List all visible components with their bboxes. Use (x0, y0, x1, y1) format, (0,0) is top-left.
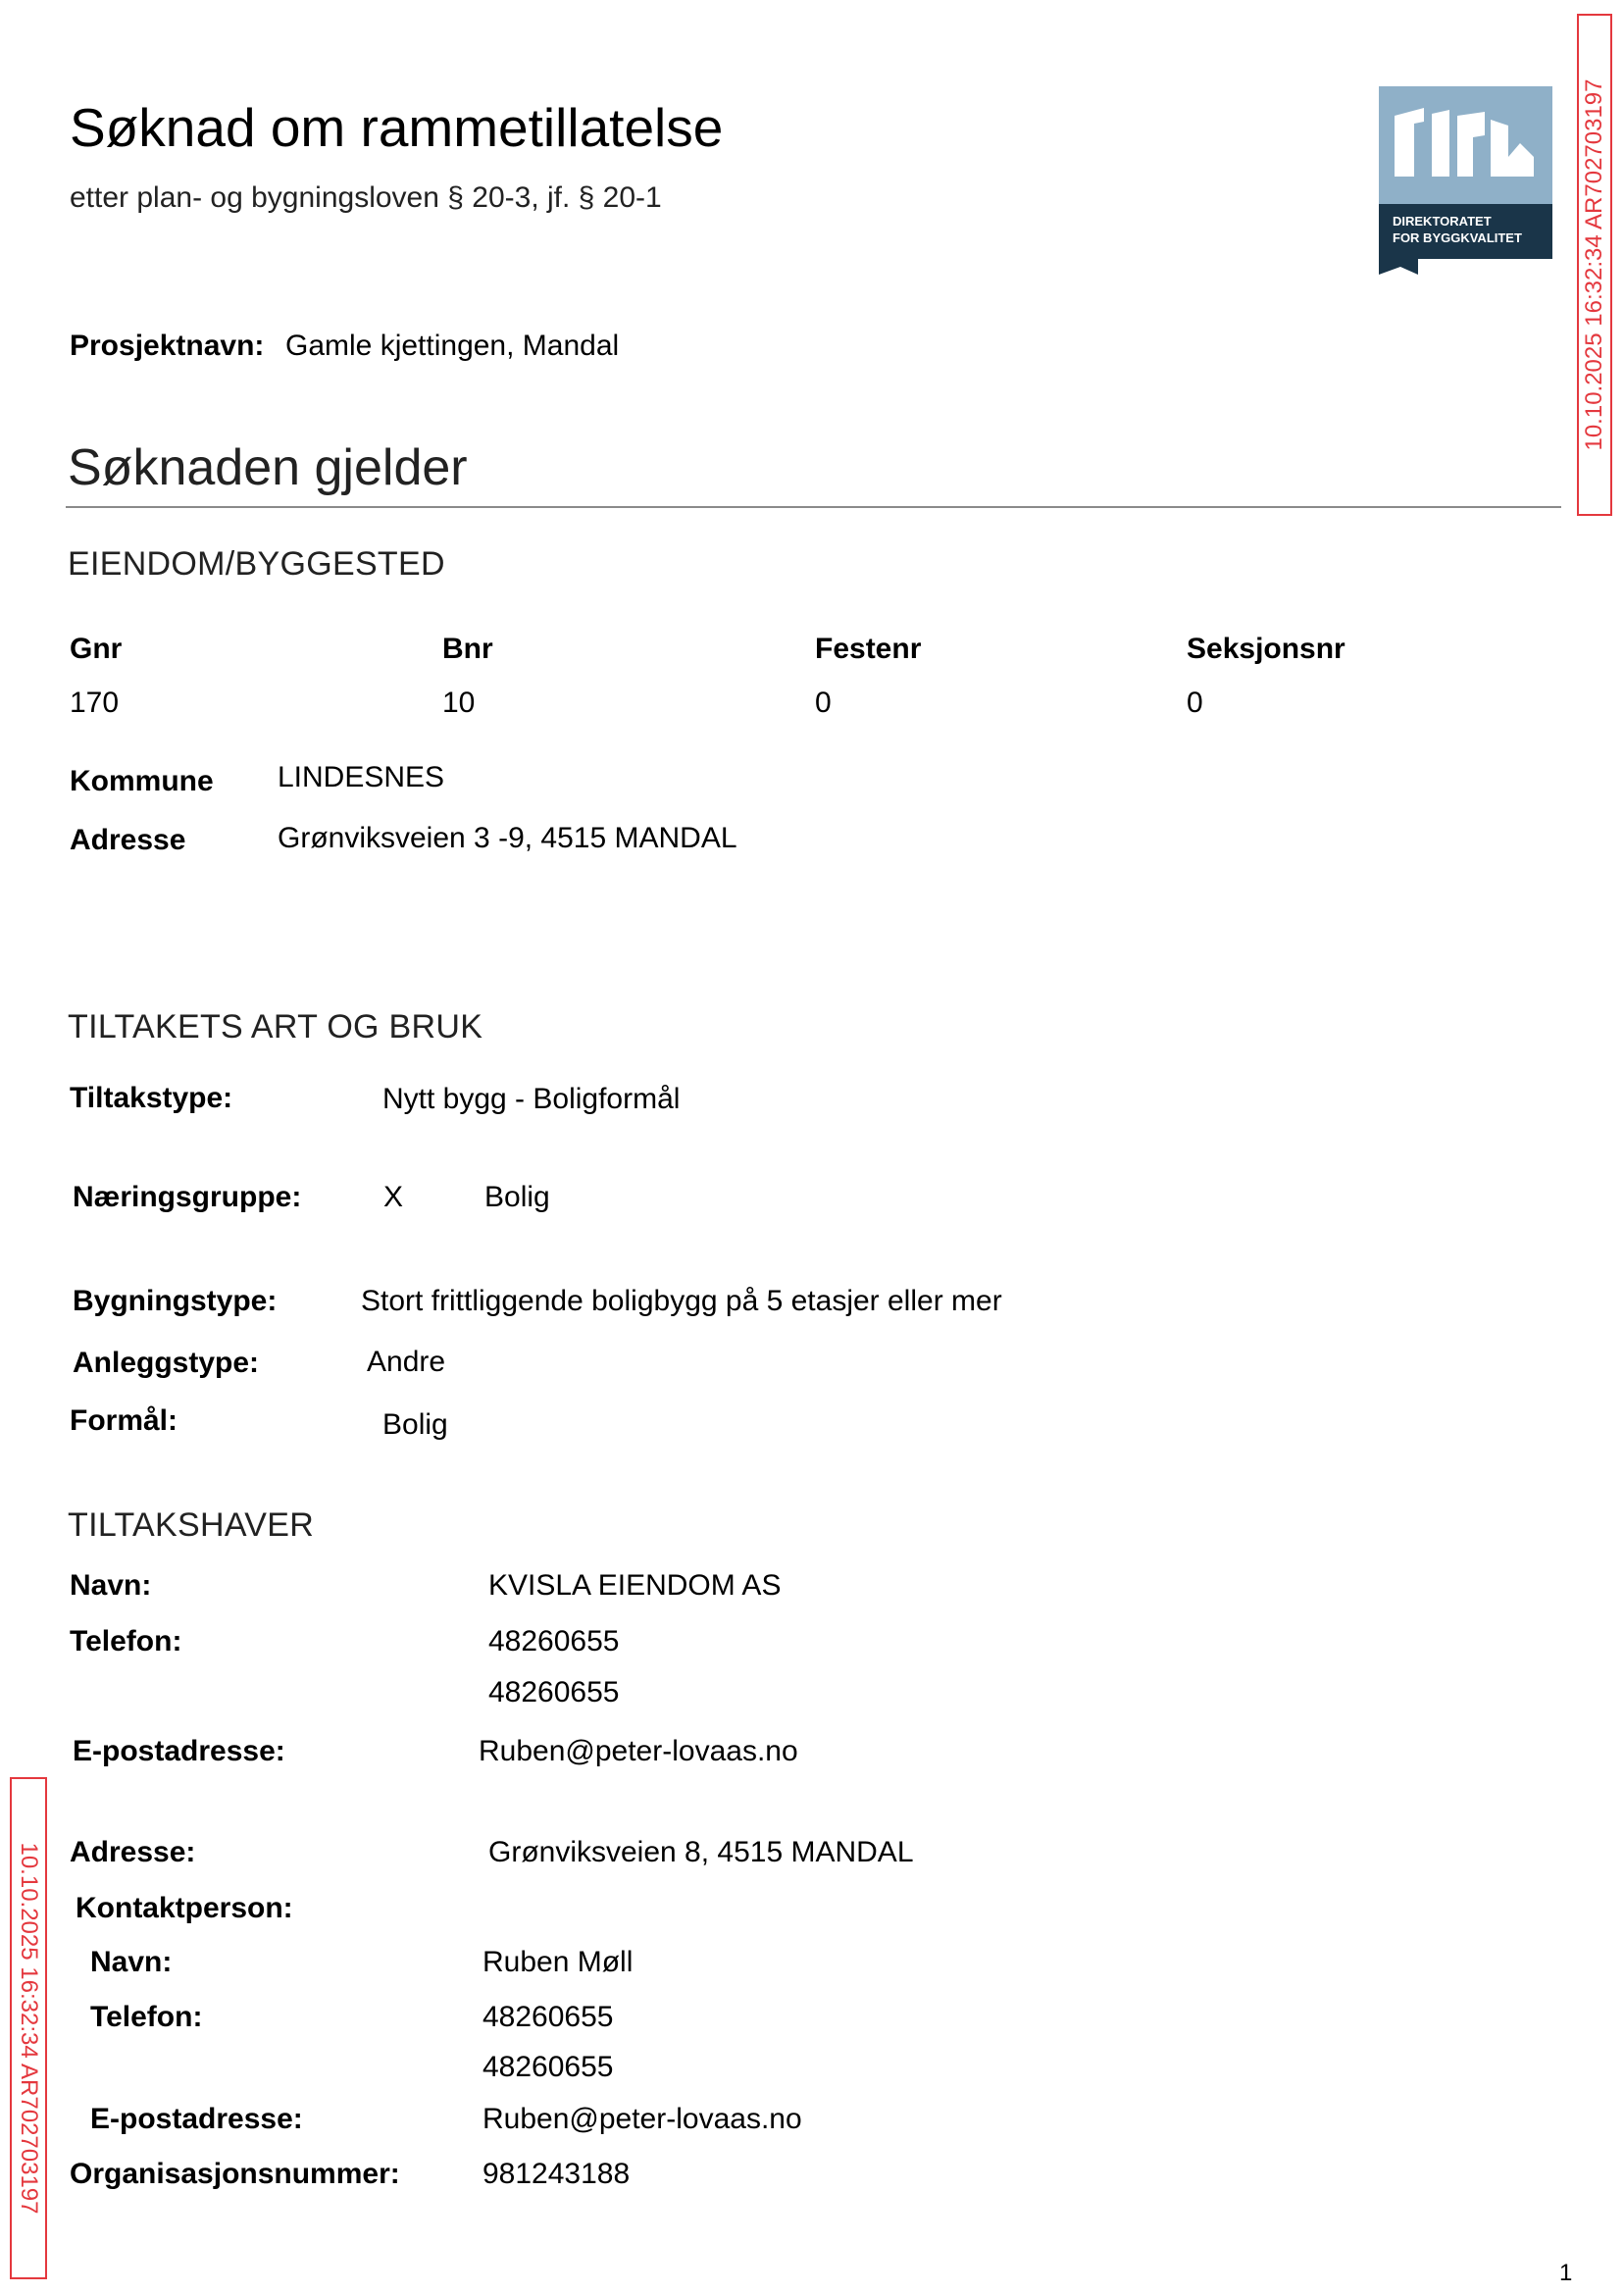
seksjonsnr-value: 0 (1187, 687, 1203, 719)
measure-heading: TILTAKETS ART OG BRUK (68, 1008, 483, 1045)
festenr-value: 0 (815, 687, 832, 719)
industry-group-value: Bolig (484, 1181, 550, 1213)
purpose-label: Formål: (70, 1404, 178, 1437)
owner-phone-label: Telefon: (70, 1625, 182, 1657)
industry-group-label: Næringsgruppe: (73, 1181, 302, 1213)
owner-email-value: Ruben@peter-lovaas.no (479, 1735, 798, 1767)
contact-phone-value-2: 48260655 (482, 2051, 614, 2083)
document-title: Søknad om rammetillatelse (70, 97, 724, 158)
owner-phone-value-1: 48260655 (488, 1625, 620, 1657)
bnr-value: 10 (442, 687, 476, 719)
contact-name-label: Navn: (90, 1946, 173, 1978)
timestamp-stamp-right (1577, 14, 1612, 516)
gnr-value: 170 (70, 687, 120, 719)
document-subtitle: etter plan- og bygningsloven § 20-3, jf. § 20-1 (70, 181, 662, 214)
contact-name-value: Ruben Møll (482, 1946, 634, 1978)
contact-phone-value-1: 48260655 (482, 2001, 614, 2033)
owner-address-label: Adresse: (70, 1836, 196, 1868)
building-type-label: Bygningstype: (73, 1285, 278, 1317)
address-value: Grønviksveien 3 -9, 4515 MANDAL (278, 822, 737, 854)
industry-group-code: X (383, 1181, 404, 1213)
owner-heading: TILTAKSHAVER (68, 1506, 315, 1544)
purpose-value: Bolig (382, 1408, 448, 1441)
org-number-label: Organisasjonsnummer: (70, 2158, 400, 2190)
section-applies-heading: Søknaden gjelder (68, 439, 468, 496)
seksjonsnr-label: Seksjonsnr (1187, 633, 1345, 665)
municipality-value: LINDESNES (278, 761, 445, 793)
page-number: 1 (1559, 2260, 1573, 2286)
facility-type-value: Andre (367, 1346, 446, 1378)
owner-phone-value-2: 48260655 (488, 1676, 620, 1708)
section-divider (66, 506, 1561, 508)
gnr-label: Gnr (70, 633, 123, 665)
contact-email-label: E-postadresse: (90, 2103, 303, 2135)
measure-type-label: Tiltakstype: (70, 1082, 233, 1114)
bnr-label: Bnr (442, 633, 493, 665)
contact-email-value: Ruben@peter-lovaas.no (482, 2103, 802, 2135)
address-label: Adresse (70, 824, 186, 856)
timestamp-stamp-left-text: 10.10.2025 16:32:34 AR702703197 (16, 1842, 42, 2215)
building-type-value: Stort frittliggende boligbygg på 5 etasjer eller mer (361, 1285, 1002, 1317)
org-number-value: 981243188 (482, 2158, 631, 2190)
dibk-logo (1379, 86, 1552, 275)
owner-name-value: KVISLA EIENDOM AS (488, 1569, 782, 1602)
facility-type-label: Anleggstype: (73, 1347, 260, 1379)
measure-type-value: Nytt bygg - Boligformål (382, 1083, 681, 1115)
logo-text-line2: FOR BYGGKVALITET (1393, 230, 1522, 245)
owner-email-label: E-postadresse: (73, 1735, 285, 1767)
project-name-value: Gamle kjettingen, Mandal (285, 330, 620, 362)
contact-phone-label: Telefon: (90, 2001, 203, 2033)
project-name-label: Prosjektnavn: (70, 330, 265, 362)
owner-name-label: Navn: (70, 1569, 152, 1602)
timestamp-stamp-right-text: 10.10.2025 16:32:34 AR702703197 (1581, 78, 1607, 451)
municipality-label: Kommune (70, 765, 214, 797)
property-heading: EIENDOM/BYGGESTED (68, 545, 445, 583)
logo-text-line1: DIREKTORATET (1393, 214, 1492, 229)
festenr-label: Festenr (815, 633, 922, 665)
timestamp-stamp-left (10, 1777, 47, 2279)
contact-person-label: Kontaktperson: (76, 1892, 293, 1924)
owner-address-value: Grønviksveien 8, 4515 MANDAL (488, 1836, 914, 1868)
